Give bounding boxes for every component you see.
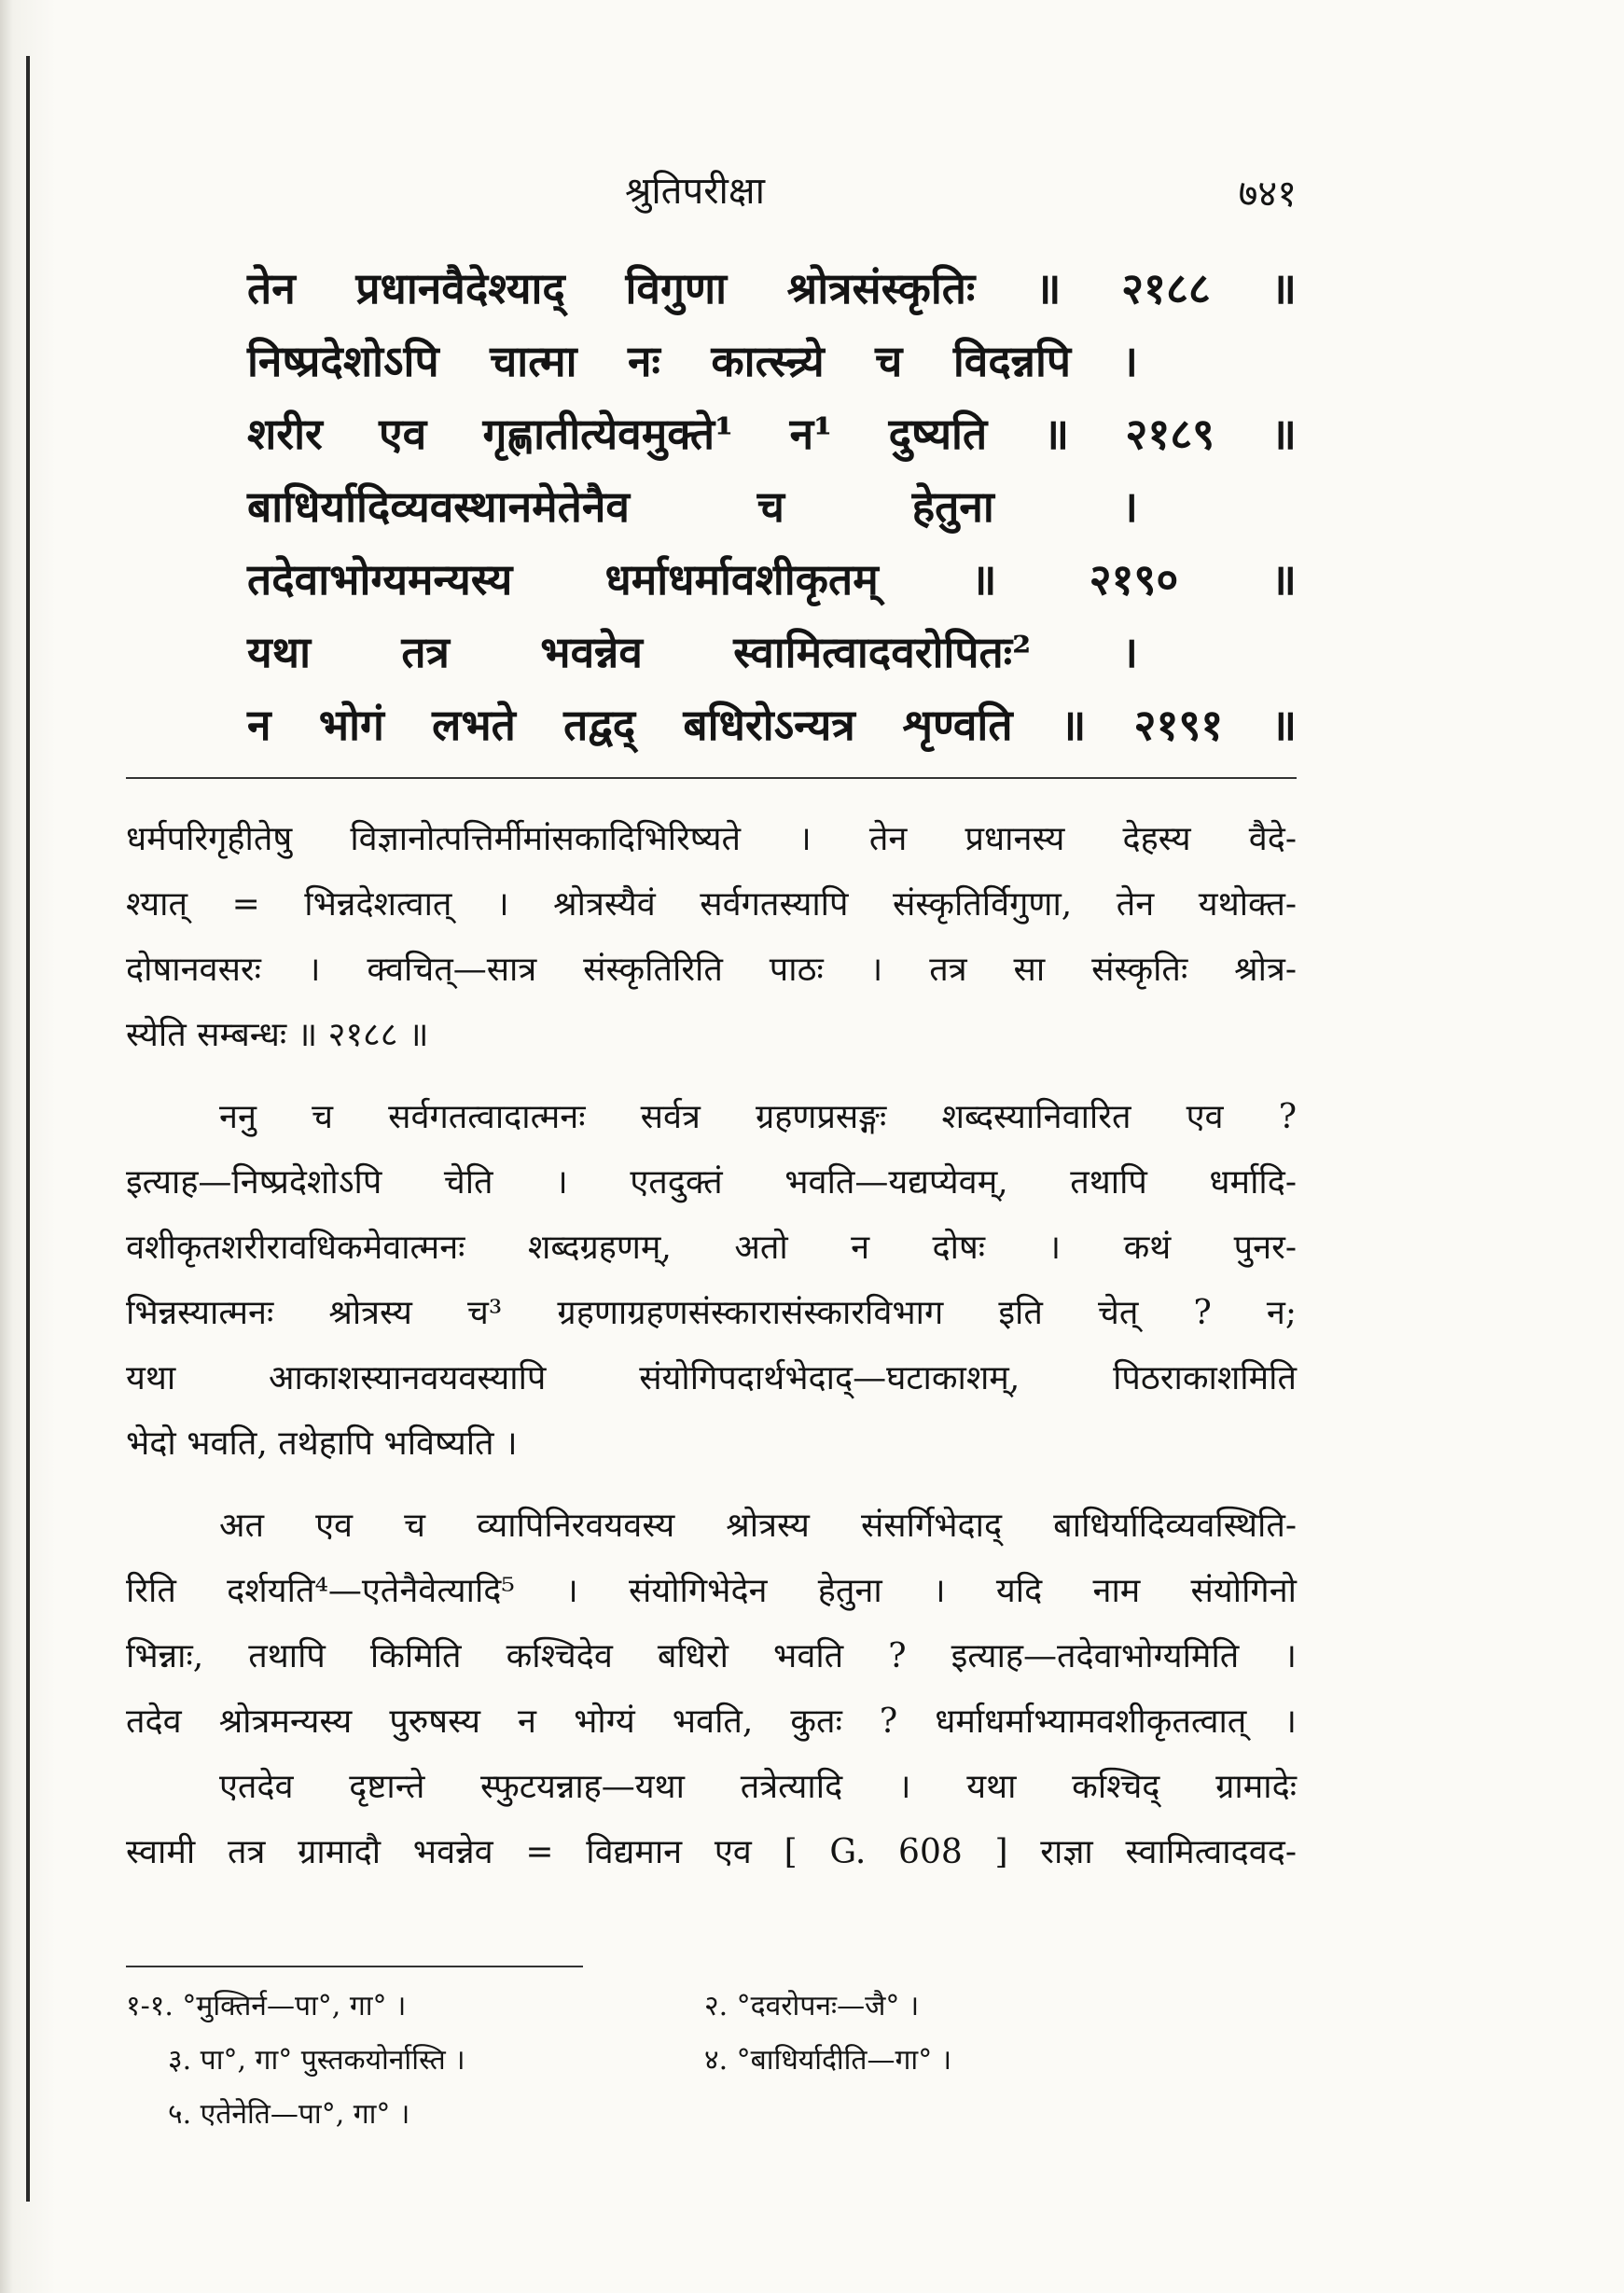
- verse-line: निष्प्रदेशोऽपि चात्मा नः कात्स्न्र्ये च विदन्नपि ।: [247, 336, 1138, 386]
- commentary-line: दोषानवसरः । क्वचित्—सात्र संस्कृतिरिति पाठः । तत्र सा संस्कृतिः श्रोत्र-: [126, 951, 1297, 989]
- commentary-line: भेदो भवति, तथेहापि भविष्यति ।: [126, 1424, 518, 1463]
- commentary-line: धर्मपरिगृहीतेषु विज्ञानोत्पत्तिर्मीमांसकादिभिरिष्यते । तेन प्रधानस्य देहस्य वैदे-: [126, 820, 1297, 858]
- verse-block: [247, 252, 1297, 761]
- verse-line: शरीर एव गृह्णातीत्येवमुक्ते¹ न¹ दुष्यति ॥ २१८९ ॥: [247, 409, 1297, 459]
- footnotes: [126, 1980, 1152, 2142]
- commentary-line: तदेव श्रोत्रमन्यस्य पुरुषस्य न भोग्यं भवति, कुतः ? धर्माधर्माभ्यामवशीकृतत्वात् ।: [126, 1702, 1297, 1741]
- page-number: ७४१: [1238, 173, 1297, 215]
- commentary-line: इत्याह—निष्प्रदेशोऽपि चेति । एतदुक्तं भवति—यद्यप्येवम्, तथापि धर्मादि-: [126, 1163, 1297, 1202]
- running-head: [121, 140, 1297, 224]
- commentary-line: अत एव च व्यापिनिरवयवस्य श्रोत्रस्य संसर्गिभेदाद् बाधिर्यादिव्यवस्थिति-: [219, 1507, 1297, 1545]
- verse-line: बाधिर्यादिव्यवस्थानमेतेनैव च हेतुना ।: [247, 481, 1138, 532]
- commentary-paragraph: [126, 807, 1297, 1068]
- commentary: [126, 807, 1297, 1885]
- binding-shadow-line: [26, 56, 30, 2202]
- footnote: ४. °बाधिर्यादीति—गा° ।: [704, 2044, 952, 2077]
- footnote-row: [126, 1980, 1152, 2034]
- commentary-line: वशीकृतशरीरावधिकमेवात्मनः शब्दग्रहणम्, अतो न दोषः । कथं पुनर-: [126, 1229, 1297, 1267]
- commentary-line: भिन्नाः, तथापि किमिति कश्चिदेव बधिरो भवति ? इत्याह—तदेवाभोग्यमिति ।: [126, 1637, 1297, 1675]
- commentary-paragraph: [126, 1494, 1297, 1885]
- footnote: १-१. °मुक्तिर्न—पा°, गा° ।: [126, 1990, 407, 2022]
- commentary-line: भिन्नस्यात्मनः श्रोत्रस्य च³ ग्रहणाग्रहणसंस्कारासंस्कारविभाग इति चेत् ? न;: [126, 1294, 1297, 1332]
- verse-line: न भोगं लभते तद्वद् बधिरोऽन्यत्र शृण्वति ॥ २१९१ ॥: [247, 700, 1297, 750]
- commentary-line: श्यात् = भिन्नदेशत्वात् । श्रोत्रस्यैवं सर्वगतस्यापि संस्कृतिर्विगुणा, तेन यथोक्त-: [126, 885, 1297, 924]
- commentary-line: एतदेव दृष्टान्ते स्फुटयन्नाह—यथा तत्रेत्यादि । यथा कश्चिद् ग्रामादेः: [219, 1768, 1297, 1806]
- footnote-row: [126, 2088, 1152, 2142]
- commentary-line: यथा आकाशस्यानवयवस्यापि संयोगिपदार्थभेदाद्—घटाकाशम्, पिठराकाशमिति: [126, 1359, 1297, 1397]
- running-head-title: श्रुतिपरीक्षा: [625, 170, 765, 213]
- commentary-paragraph: [126, 1085, 1297, 1477]
- verse-line: यथा तत्र भवन्नेव स्वामित्वादवरोपितः² ।: [247, 627, 1138, 677]
- commentary-line: ननु च सर्वगतत्वादात्मनः सर्वत्र ग्रहणप्रसङ्गः शब्दस्यानिवारित एव ?: [219, 1098, 1297, 1136]
- footnote: २. °दवरोपनः—जै° ।: [704, 1990, 920, 2022]
- footnote-divider: [126, 1966, 583, 1967]
- commentary-line: रिति दर्शयति⁴—एतेनैवेत्यादि⁵ । संयोगिभेदेन हेतुना । यदि नाम संयोगिनो: [126, 1572, 1297, 1610]
- verse-line: तदेवाभोग्यमन्यस्य धर्माधर्मावशीकृतम् ॥ २१९० ॥: [247, 554, 1297, 605]
- footnote-row: [126, 2034, 1152, 2088]
- footnote: ५. एतेनेति—पा°, गा° ।: [168, 2098, 410, 2131]
- verse-line: तेन प्रधानवैदेश्याद् विगुणा श्रोत्रसंस्कृतिः ॥ २१८८ ॥: [247, 263, 1297, 313]
- commentary-line: स्वामी तत्र ग्रामादौ भवन्नेव = विद्यमान एव [ G. 608 ] राज्ञा स्वामित्वादवद-: [126, 1833, 1297, 1871]
- commentary-line: स्येति सम्बन्धः ॥ २१८८ ॥: [126, 1016, 429, 1054]
- footnote: ३. पा°, गा° पुस्तकयोर्नास्ति ।: [168, 2044, 465, 2077]
- verse-commentary-divider: [126, 777, 1297, 779]
